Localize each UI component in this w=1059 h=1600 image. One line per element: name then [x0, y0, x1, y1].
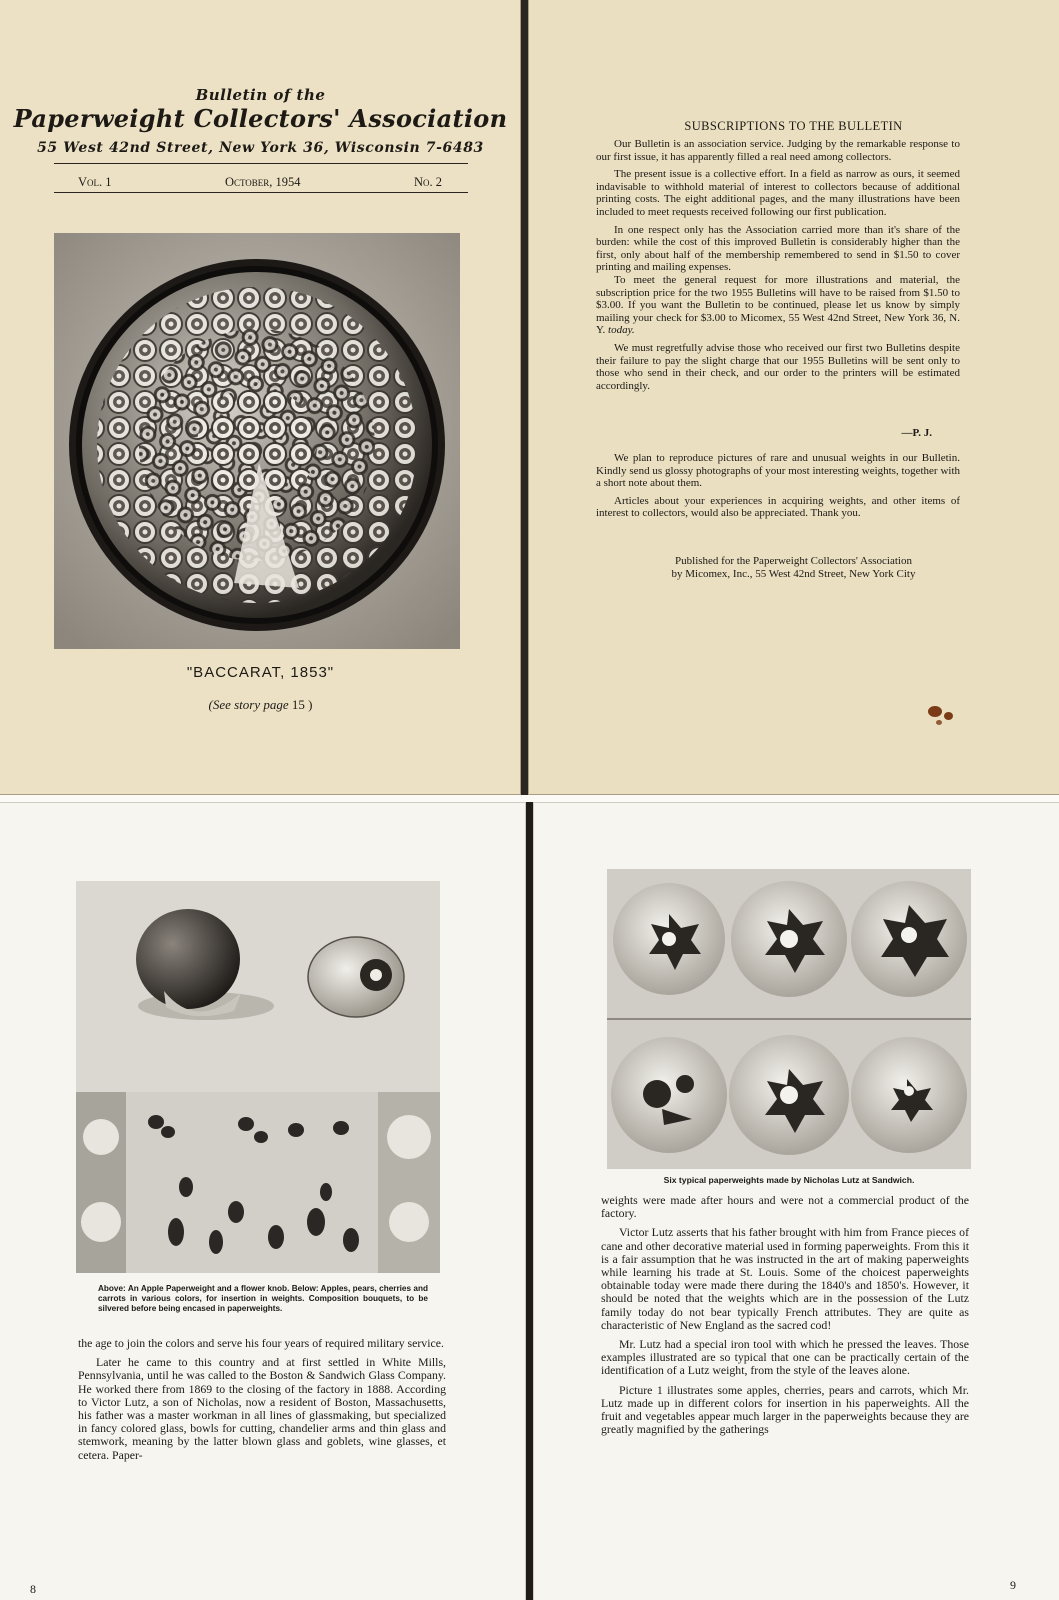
fruit-inserts-photo: [76, 1092, 440, 1273]
spread-gutter-top: [521, 0, 528, 795]
cover-photo-baccarat-paperweight: [54, 233, 460, 649]
page9-paragraph: Victor Lutz asserts that his father brought with him from France pieces of cane and other decorative material used in forming paperweights. From this it is a fair assumption that he was instructed in the art of making paperweights while learning his trade at St. Louis. Some of the choicest paperweights obtainable today were made there during the 1840's and 1850's. However, it should be noted that the weights which are in the possession of the Lutz family today do not bear typically French attributes. They are quite as characteristic of New England as the sacred cod!: [601, 1225, 969, 1332]
see-story-note: [0, 697, 521, 713]
page8-photo-caption: Above: An Apple Paperweight and a flower knob. Below: Apples, pears, cherries and carrots in various colors, for insertion in weights. Composition bouquets, to be silvered before being encased in paperweights.: [98, 1284, 428, 1313]
masthead-bulletin-of: Bulletin of the: [195, 86, 326, 104]
subscriptions-paragraph: We plan to reproduce pictures of rare and unusual weights in our Bulletin. Kindly send us glossy photographs of your most interesting weights, together with a short note about them.: [596, 452, 960, 490]
spread-divider: [0, 795, 1059, 802]
subscriptions-paragraph: In one respect only has the Association carried more than it's share of the burden: while the cost of this improved Bulletin is considerably higher than the first, only about half of the membership remembered to send in $1.50 to cover printing and mailing expenses.: [596, 223, 960, 274]
publisher-line: Published for the Paperweight Collectors' Association: [675, 555, 912, 567]
paper-stain: [944, 712, 953, 720]
subscriptions-paragraph: Articles about your experiences in acquiring weights, and other items of interest to collectors, would also be appreciated. Thank you.: [596, 494, 960, 520]
see-story-prefix: (See story page: [208, 697, 289, 712]
subscriptions-price-text: To meet the general request for more illustrations and material, the subscription price for the two 1955 Bulletins will have to be raised from $1.50 to $3.00. If you want the Bulletin to be continued, please let us know by simply mailing your check for $3.00 to Micomex, 55 West 42nd Street, New York 36, N. Y.: [596, 273, 960, 337]
subscriptions-today: today.: [608, 324, 635, 337]
spread-gutter-bottom: [526, 802, 533, 1600]
masthead-address: 55 West 42nd Street, New York 36, Wisconsin 7-6483: [37, 140, 484, 156]
subscriptions-requests: [596, 452, 960, 525]
publisher-note: [528, 555, 1059, 581]
paper-stain: [936, 720, 942, 725]
page9-photo-caption: Six typical paperweights made by Nicholas Lutz at Sandwich.: [663, 1175, 915, 1185]
page9-paragraph: Picture 1 illustrates some apples, cherries, pears and carrots, which Mr. Lutz made up in different colors for insertion in his paperweights. All the fruit and vegetables appear much larger in the paperweights because they are greatly magnified by the gatherings: [601, 1382, 969, 1437]
subscriptions-title: SUBSCRIPTIONS TO THE BULLETIN: [684, 119, 903, 133]
issue-number: No. 2: [413, 175, 442, 189]
publisher-line: by Micomex, Inc., 55 West 42nd Street, New York City: [671, 568, 916, 580]
subscriptions-paragraph: Our Bulletin is an association service. Judging by the remarkable response to our first issue, it has apparently filled a real need among collectors.: [596, 138, 960, 163]
page9-body: [601, 1194, 969, 1442]
cover-photo-caption: "BACCARAT, 1853": [186, 664, 335, 681]
page8-body: [78, 1337, 446, 1468]
issue-date: October, 1954: [224, 175, 301, 189]
page-number-9: 9: [1010, 1578, 1016, 1592]
signature: —P. J.: [901, 427, 932, 439]
six-lutz-paperweights-photo: [607, 869, 971, 1169]
see-story-suffix: ): [308, 697, 313, 712]
subscriptions-paragraph: The present issue is a collective effort. In a field as narrow as ours, it seemed indavisable to withhold material of interest to collectors because of additional printing costs. The eight additional pages, and the many illustrations have been included to meet requests received following our first publication.: [596, 168, 960, 218]
page8-paragraph: the age to join the colors and serve his four years of required military service.: [78, 1336, 444, 1350]
page-number-8: 8: [30, 1582, 36, 1596]
subscriptions-paragraph: We must regretfully advise those who received our first two Bulletins despite their failure to pay the slight charge that our 1955 Bulletins will be sent only to those who send in their check, and our order to the printers will be estimated accordingly.: [596, 341, 960, 392]
masthead-rule-top: [54, 163, 468, 164]
subscriptions-paragraph: [596, 274, 960, 337]
subscriptions-body: [596, 138, 960, 397]
page8-paragraph: Later he came to this country and at first settled in White Mills, Pennsylvania, until he was called to the Boston & Sandwich Glass Company. He worked there from 1869 to the closing of the factory in 1888. According to Victor Lutz, a son of Nicholas, now a resident of Boston, Massachusetts, his father was a master workman in all lines of glassmaking, but specialized in fancy colored glass, bowls for cutting, chandelier arms and thin glass and stemwork, meaning by the latter blown glass and goblets, wine glasses, et cetera. Paper-: [78, 1355, 446, 1462]
apple-paperweight-photo: [76, 881, 440, 1092]
issue-line: [78, 175, 442, 190]
page9-paragraph: weights were made after hours and were not a commercial product of the factory.: [601, 1193, 969, 1221]
see-story-page: 15: [291, 697, 305, 712]
paper-stain: [928, 706, 942, 717]
masthead-title: Paperweight Collectors' Association: [13, 104, 508, 133]
masthead-rule-bottom: [54, 192, 468, 193]
page9-paragraph: Mr. Lutz had a special iron tool with which he pressed the leaves. Those examples illustrated are so typical that one can be practically certain of the identification of a Lutz weight, from the style of the leaves alone.: [601, 1337, 969, 1378]
volume: Vol. 1: [78, 175, 112, 189]
